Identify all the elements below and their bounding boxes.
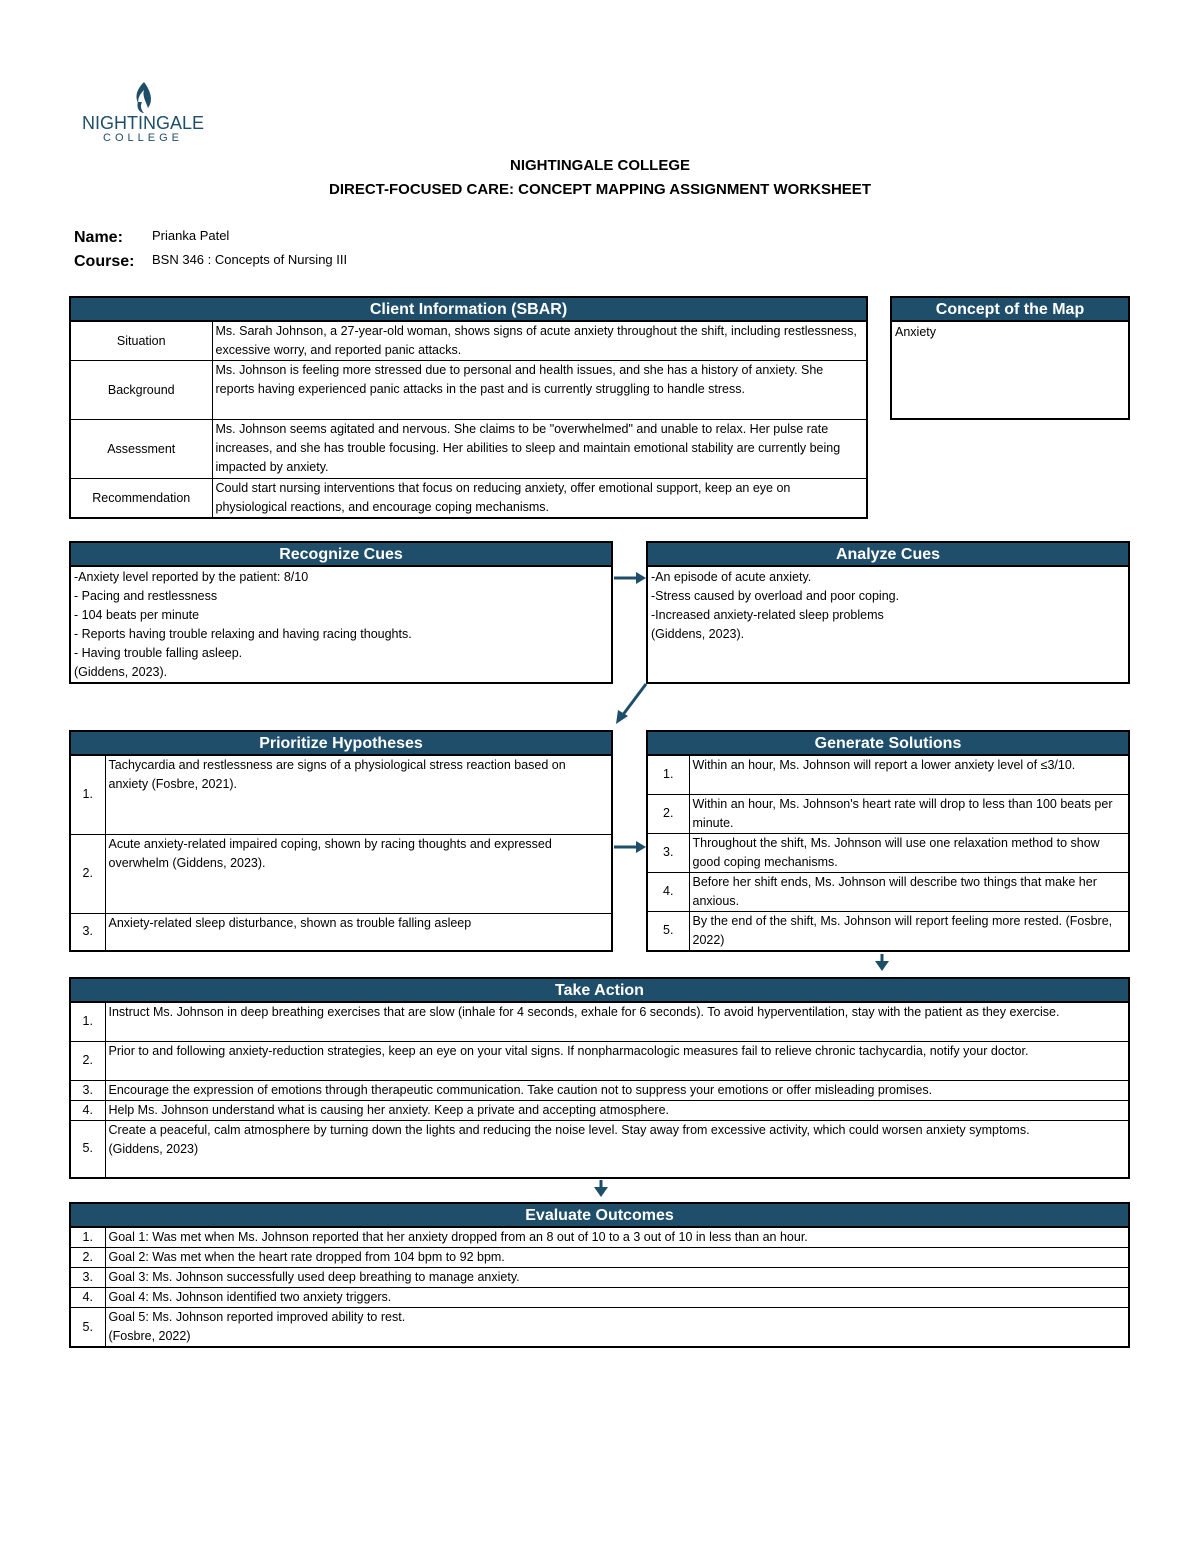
solution-row [647, 794, 1129, 833]
solution-text: Throughout the shift, Ms. Johnson will use one relaxation method to show good coping mechanisms. [689, 833, 1129, 872]
take-action-section [69, 977, 1130, 1179]
action-text: Instruct Ms. Johnson in deep breathing exercises that are slow (inhale for 4 seconds, exhale for 6 seconds). To avoid hyperventilation, stay with the patient as they exercise. [105, 1002, 1129, 1041]
action-row [70, 1080, 1129, 1100]
arrow-down-icon [592, 1179, 610, 1199]
solution-number: 2. [647, 794, 689, 833]
course-label: Course: [74, 253, 135, 270]
hypothesis-row [70, 834, 612, 913]
action-number: 4. [70, 1100, 105, 1120]
action-row [70, 1041, 1129, 1080]
outcome-text: Goal 4: Ms. Johnson identified two anxiety triggers. [105, 1288, 1129, 1308]
hypothesis-text: Acute anxiety-related impaired coping, shown by racing thoughts and expressed overwhelm (Giddens, 2023). [105, 834, 612, 913]
sbar-label: Recommendation [70, 479, 212, 519]
solution-number: 1. [647, 755, 689, 794]
solution-number: 5. [647, 911, 689, 951]
sbar-header: Client Information (SBAR) [69, 296, 868, 320]
concept-value: Anxiety [890, 320, 1130, 420]
action-number: 3. [70, 1080, 105, 1100]
sbar-text: Could start nursing interventions that focus on reducing anxiety, offer emotional support, keep an eye on physiological reactions, and encourage coping mechanisms. [212, 479, 867, 519]
analyze-cues-text: -An episode of acute anxiety. -Stress caused by overload and poor coping. -Increased anxiety-related sleep problems (Giddens, 2023). [646, 565, 1130, 684]
prioritize-hypotheses-section [69, 730, 613, 952]
action-text: Encourage the expression of emotions through therapeutic communication. Take caution not to suppress your emotions or offer misleading promises. [105, 1080, 1129, 1100]
worksheet-title: DIRECT-FOCUSED CARE: CONCEPT MAPPING ASSIGNMENT WORKSHEET [329, 181, 871, 198]
outcome-number: 3. [70, 1268, 105, 1288]
generate-solutions-section [646, 730, 1130, 952]
logo-wordmark: NIGHTINGALE [81, 113, 205, 133]
take-action-table [69, 1001, 1130, 1179]
generate-solutions-header: Generate Solutions [646, 730, 1130, 754]
sbar-row-assessment [70, 420, 867, 479]
flame-icon [78, 80, 208, 114]
sbar-text: Ms. Sarah Johnson, a 27-year-old woman, shows signs of acute anxiety throughout the shift, including restlessness, excessive worry, and reported panic attacks. [212, 321, 867, 361]
take-action-header: Take Action [69, 977, 1130, 1001]
outcome-row [70, 1288, 1129, 1308]
sbar-table [69, 320, 868, 519]
evaluate-outcomes-section [69, 1202, 1130, 1348]
outcome-text: Goal 2: Was met when the heart rate dropped from 104 bpm to 92 bpm. [105, 1248, 1129, 1268]
generate-solutions-table [646, 754, 1130, 952]
outcome-row [70, 1248, 1129, 1268]
arrow-right-icon [612, 570, 648, 586]
hypothesis-number: 3. [70, 913, 105, 951]
outcome-number: 1. [70, 1227, 105, 1248]
sbar-label: Assessment [70, 420, 212, 479]
solution-row [647, 872, 1129, 911]
solution-text: By the end of the shift, Ms. Johnson will report feeling more rested. (Fosbre, 2022) [689, 911, 1129, 951]
outcome-row [70, 1227, 1129, 1248]
sbar-row-background [70, 361, 867, 420]
action-number: 1. [70, 1002, 105, 1041]
sbar-section [69, 296, 868, 519]
hypothesis-number: 1. [70, 755, 105, 834]
logo-subtitle: COLLEGE [103, 132, 183, 144]
outcome-text: Goal 5: Ms. Johnson reported improved ability to rest. (Fosbre, 2022) [105, 1308, 1129, 1348]
recognize-cues-section [69, 541, 613, 684]
hypothesis-text: Anxiety-related sleep disturbance, shown as trouble falling asleep [105, 913, 612, 951]
sbar-row-recommendation [70, 479, 867, 519]
college-logo [78, 80, 208, 146]
solution-number: 3. [647, 833, 689, 872]
recognize-cues-header: Recognize Cues [69, 541, 613, 565]
sbar-label: Background [70, 361, 212, 420]
evaluate-outcomes-table [69, 1226, 1130, 1348]
solution-row [647, 755, 1129, 794]
solution-row [647, 833, 1129, 872]
action-row [70, 1002, 1129, 1041]
action-text: Create a peaceful, calm atmosphere by turning down the lights and reducing the noise level. Stay away from excessive activity, which could worsen anxiety symptoms. (Giddens, 2023) [105, 1120, 1129, 1178]
outcome-text: Goal 1: Was met when Ms. Johnson reported that her anxiety dropped from an 8 out of 10 to a 3 out of 10 in less than an hour. [105, 1227, 1129, 1248]
sbar-row-situation [70, 321, 867, 361]
prioritize-hypotheses-header: Prioritize Hypotheses [69, 730, 613, 754]
concept-section [890, 296, 1130, 420]
student-name: Prianka Patel [152, 228, 230, 243]
outcome-text: Goal 3: Ms. Johnson successfully used deep breathing to manage anxiety. [105, 1268, 1129, 1288]
solution-number: 4. [647, 872, 689, 911]
hypothesis-row [70, 913, 612, 951]
sbar-text: Ms. Johnson is feeling more stressed due to personal and health issues, and she has a history of anxiety. She reports having experienced panic attacks in the past and is currently struggling to handle stress. [212, 361, 867, 420]
arrow-diagonal-icon [612, 682, 652, 726]
outcome-number: 4. [70, 1288, 105, 1308]
action-row [70, 1100, 1129, 1120]
solution-text: Within an hour, Ms. Johnson will report a lower anxiety level of ≤3/10. [689, 755, 1129, 794]
analyze-cues-header: Analyze Cues [646, 541, 1130, 565]
action-number: 2. [70, 1041, 105, 1080]
sbar-label: Situation [70, 321, 212, 361]
hypothesis-row [70, 755, 612, 834]
evaluate-outcomes-header: Evaluate Outcomes [69, 1202, 1130, 1226]
outcome-number: 5. [70, 1308, 105, 1348]
solution-row [647, 911, 1129, 951]
analyze-cues-section [646, 541, 1130, 684]
solution-text: Before her shift ends, Ms. Johnson will describe two things that make her anxious. [689, 872, 1129, 911]
outcome-number: 2. [70, 1248, 105, 1268]
course-name: BSN 346 : Concepts of Nursing III [152, 252, 348, 267]
action-text: Prior to and following anxiety-reduction strategies, keep an eye on your vital signs. If nonpharmacologic measures fail to relieve chronic tachycardia, notify your doctor. [105, 1041, 1129, 1080]
solution-text: Within an hour, Ms. Johnson's heart rate will drop to less than 100 beats per minute. [689, 794, 1129, 833]
action-text: Help Ms. Johnson understand what is causing her anxiety. Keep a private and accepting atmosphere. [105, 1100, 1129, 1120]
recognize-cues-text: -Anxiety level reported by the patient: 8/10 - Pacing and restlessness - 104 beats per minute - Reports having trouble relaxing and having racing thoughts. - Having trouble falling asleep. (Giddens, 2023). [69, 565, 613, 684]
name-label: Name: [74, 229, 123, 246]
hypothesis-number: 2. [70, 834, 105, 913]
sbar-text: Ms. Johnson seems agitated and nervous. She claims to be "overwhelmed" and unable to relax. Her pulse rate increases, and she has trouble focusing. Her abilities to sleep and maintain emotional stability are currently being impacted by anxiety. [212, 420, 867, 479]
action-number: 5. [70, 1120, 105, 1178]
outcome-row [70, 1308, 1129, 1348]
arrow-right-icon [612, 839, 648, 855]
college-title: NIGHTINGALE COLLEGE [510, 157, 690, 174]
outcome-row [70, 1268, 1129, 1288]
hypothesis-text: Tachycardia and restlessness are signs of a physiological stress reaction based on anxiety (Fosbre, 2021). [105, 755, 612, 834]
action-row [70, 1120, 1129, 1178]
arrow-down-icon [873, 953, 891, 973]
prioritize-hypotheses-table [69, 754, 613, 952]
concept-header: Concept of the Map [890, 296, 1130, 320]
